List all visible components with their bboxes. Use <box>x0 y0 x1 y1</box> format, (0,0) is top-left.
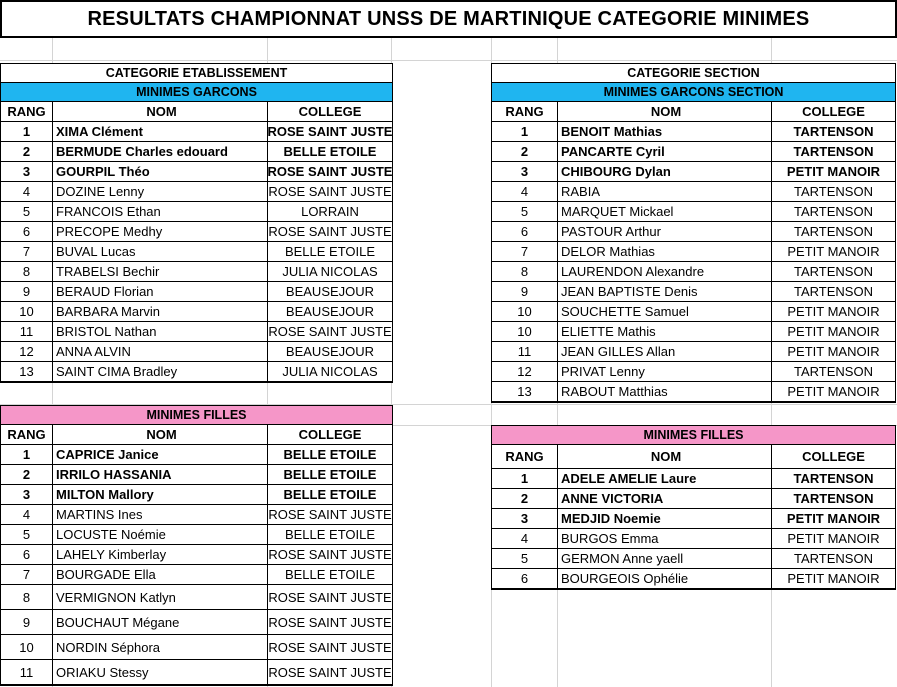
cell-nom[interactable]: ANNA ALVIN <box>53 342 268 362</box>
cell-college[interactable]: ROSE SAINT JUSTE <box>268 545 392 565</box>
table-etablissement-garcons <box>0 63 393 383</box>
cell-nom[interactable]: BENOIT Mathias <box>558 122 772 142</box>
cell-nom[interactable]: BOURGEOIS Ophélie <box>558 569 772 589</box>
table-row <box>492 302 895 322</box>
table-row <box>492 162 895 182</box>
table-row <box>1 445 392 465</box>
section-banner: MINIMES FILLES <box>1 406 392 425</box>
table-row <box>492 469 895 489</box>
table-row <box>1 302 392 322</box>
table-header <box>1 425 392 445</box>
cell-nom[interactable]: PRIVAT Lenny <box>558 362 772 382</box>
cell-nom[interactable]: BURGOS Emma <box>558 529 772 549</box>
cell-nom[interactable]: TRABELSI Bechir <box>53 262 268 282</box>
gridline <box>0 60 897 61</box>
cell-rang[interactable]: 1 <box>1 445 53 465</box>
cell-college[interactable]: ROSE SAINT JUSTE <box>268 162 392 182</box>
cell-rang[interactable]: 11 <box>1 660 53 685</box>
cell-rang[interactable]: 4 <box>492 529 558 549</box>
column-header-nom: NOM <box>558 445 772 469</box>
cell-rang[interactable]: 4 <box>1 505 53 525</box>
cell-nom[interactable]: JEAN GILLES Allan <box>558 342 772 362</box>
cell-college[interactable]: PETIT MANOIR <box>772 509 895 529</box>
cell-rang[interactable]: 6 <box>492 222 558 242</box>
cell-rang[interactable]: 5 <box>1 525 53 545</box>
cell-nom[interactable]: LAURENDON Alexandre <box>558 262 772 282</box>
section-banner: MINIMES GARCONS <box>1 83 392 102</box>
cell-rang[interactable]: 1 <box>492 469 558 489</box>
cell-college[interactable]: BELLE ETOILE <box>268 565 392 585</box>
cell-nom[interactable]: DELOR Mathias <box>558 242 772 262</box>
cell-college[interactable]: ROSE SAINT JUSTE <box>268 585 392 610</box>
cell-rang[interactable]: 4 <box>492 182 558 202</box>
cell-college[interactable]: PETIT MANOIR <box>772 342 895 362</box>
cell-rang[interactable]: 13 <box>492 382 558 402</box>
cell-college[interactable]: TARTENSON <box>772 362 895 382</box>
table-etablissement-filles <box>0 405 393 686</box>
cell-rang[interactable]: 9 <box>492 282 558 302</box>
cell-college[interactable]: PETIT MANOIR <box>772 382 895 402</box>
column-header-college: COLLEGE <box>772 102 895 122</box>
column-header-nom: NOM <box>53 425 268 445</box>
cell-college[interactable]: BELLE ETOILE <box>268 242 392 262</box>
cell-nom[interactable]: BRISTOL Nathan <box>53 322 268 342</box>
cell-nom[interactable]: CAPRICE Janice <box>53 445 268 465</box>
cell-nom[interactable]: IRRILO HASSANIA <box>53 465 268 485</box>
cell-college[interactable]: PETIT MANOIR <box>772 529 895 549</box>
table-header <box>492 445 895 469</box>
cell-college[interactable]: PETIT MANOIR <box>772 242 895 262</box>
cell-college[interactable]: BELLE ETOILE <box>268 465 392 485</box>
cell-nom[interactable]: BARBARA Marvin <box>53 302 268 322</box>
table-row <box>1 610 392 635</box>
cell-rang[interactable]: 13 <box>1 362 53 382</box>
cell-college[interactable]: JULIA NICOLAS <box>268 262 392 282</box>
cell-rang[interactable]: 11 <box>1 322 53 342</box>
cell-nom[interactable]: DOZINE Lenny <box>53 182 268 202</box>
table-row <box>1 585 392 610</box>
cell-nom[interactable]: ADELE AMELIE Laure <box>558 469 772 489</box>
cell-rang[interactable]: 2 <box>1 142 53 162</box>
table-row <box>492 529 895 549</box>
column-header-rang: RANG <box>492 102 558 122</box>
table-row <box>1 242 392 262</box>
table-header <box>492 102 895 122</box>
cell-college[interactable]: TARTENSON <box>772 262 895 282</box>
cell-nom[interactable]: MILTON Mallory <box>53 485 268 505</box>
cell-college[interactable]: BELLE ETOILE <box>268 485 392 505</box>
cell-nom[interactable]: JEAN BAPTISTE Denis <box>558 282 772 302</box>
table-row <box>492 382 895 402</box>
table-row <box>1 635 392 660</box>
cell-college[interactable]: BEAUSEJOUR <box>268 282 392 302</box>
cell-nom[interactable]: FRANCOIS Ethan <box>53 202 268 222</box>
column-header-rang: RANG <box>492 445 558 469</box>
column-header-rang: RANG <box>1 425 53 445</box>
column-header-college: COLLEGE <box>268 102 392 122</box>
cell-rang[interactable]: 8 <box>492 262 558 282</box>
page-title: RESULTATS CHAMPIONNAT UNSS DE MARTINIQUE CATEGORIE MINIMES <box>0 0 897 38</box>
cell-nom[interactable]: NORDIN Séphora <box>53 635 268 660</box>
table-row <box>492 322 895 342</box>
cell-college[interactable]: PETIT MANOIR <box>772 569 895 589</box>
cell-rang[interactable]: 3 <box>1 162 53 182</box>
cell-rang[interactable]: 4 <box>1 182 53 202</box>
cell-college[interactable]: TARTENSON <box>772 549 895 569</box>
cell-rang[interactable]: 5 <box>1 202 53 222</box>
cell-rang[interactable]: 9 <box>1 610 53 635</box>
cell-rang[interactable]: 3 <box>1 485 53 505</box>
cell-nom[interactable]: ANNE VICTORIA <box>558 489 772 509</box>
cell-college[interactable]: BEAUSEJOUR <box>268 302 392 322</box>
cell-college[interactable]: JULIA NICOLAS <box>268 362 392 382</box>
cell-nom[interactable]: BOUCHAUT Mégane <box>53 610 268 635</box>
cell-rang[interactable]: 10 <box>492 302 558 322</box>
table-row <box>1 142 392 162</box>
column-header-nom: NOM <box>558 102 772 122</box>
cell-rang[interactable]: 7 <box>1 242 53 262</box>
cell-rang[interactable]: 10 <box>1 635 53 660</box>
column-header-college: COLLEGE <box>268 425 392 445</box>
table-row <box>1 545 392 565</box>
table-row <box>492 122 895 142</box>
cell-nom[interactable]: BERMUDE Charles edouard <box>53 142 268 162</box>
cell-nom[interactable]: XIMA Clément <box>53 122 268 142</box>
cell-college[interactable]: BELLE ETOILE <box>268 525 392 545</box>
table-row <box>492 509 895 529</box>
table-section-garcons <box>491 63 896 403</box>
cell-nom[interactable]: VERMIGNON Katlyn <box>53 585 268 610</box>
cell-rang[interactable]: 3 <box>492 509 558 529</box>
cell-nom[interactable]: GERMON Anne yaell <box>558 549 772 569</box>
cell-college[interactable]: ROSE SAINT JUSTE <box>268 505 392 525</box>
cell-nom[interactable]: LAHELY Kimberlay <box>53 545 268 565</box>
table-row <box>1 162 392 182</box>
cell-rang[interactable]: 10 <box>492 322 558 342</box>
cell-rang[interactable]: 6 <box>1 222 53 242</box>
cell-college[interactable]: TARTENSON <box>772 222 895 242</box>
cell-nom[interactable]: SAINT CIMA Bradley <box>53 362 268 382</box>
table-row <box>492 182 895 202</box>
cell-college[interactable]: TARTENSON <box>772 469 895 489</box>
cell-nom[interactable]: SOUCHETTE Samuel <box>558 302 772 322</box>
table-row <box>492 489 895 509</box>
cell-rang[interactable]: 9 <box>1 282 53 302</box>
table-row <box>1 282 392 302</box>
cell-college[interactable]: TARTENSON <box>772 202 895 222</box>
cell-college[interactable]: TARTENSON <box>772 182 895 202</box>
table-row <box>492 262 895 282</box>
table-row <box>1 322 392 342</box>
section-banner: MINIMES FILLES <box>492 426 895 445</box>
cell-college[interactable]: ROSE SAINT JUSTE <box>268 322 392 342</box>
column-header-college: COLLEGE <box>772 445 895 469</box>
cell-nom[interactable]: ELIETTE Mathis <box>558 322 772 342</box>
cell-rang[interactable]: 1 <box>1 122 53 142</box>
cell-rang[interactable]: 3 <box>492 162 558 182</box>
section-banner: MINIMES GARCONS SECTION <box>492 83 895 102</box>
cell-rang[interactable]: 7 <box>1 565 53 585</box>
cell-rang[interactable]: 12 <box>1 342 53 362</box>
cell-nom[interactable]: PANCARTE Cyril <box>558 142 772 162</box>
cell-rang[interactable]: 6 <box>1 545 53 565</box>
cell-nom[interactable]: MEDJID Noemie <box>558 509 772 529</box>
table-row <box>1 342 392 362</box>
table-row <box>1 202 392 222</box>
cell-nom[interactable]: MARTINS Ines <box>53 505 268 525</box>
cell-college[interactable]: TARTENSON <box>772 282 895 302</box>
cell-rang[interactable]: 8 <box>1 262 53 282</box>
table-row <box>1 485 392 505</box>
cell-nom[interactable]: LOCUSTE Noémie <box>53 525 268 545</box>
cell-nom[interactable]: MARQUET Mickael <box>558 202 772 222</box>
table-row <box>1 660 392 685</box>
table-row <box>1 565 392 585</box>
table-row <box>492 242 895 262</box>
cell-rang[interactable]: 11 <box>492 342 558 362</box>
table-row <box>492 142 895 162</box>
table-row <box>492 342 895 362</box>
cell-college[interactable]: ROSE SAINT JUSTE <box>268 222 392 242</box>
cell-rang[interactable]: 10 <box>1 302 53 322</box>
table-row <box>1 122 392 142</box>
table-row <box>1 362 392 382</box>
cell-college[interactable]: PETIT MANOIR <box>772 162 895 182</box>
cell-rang[interactable]: 12 <box>492 362 558 382</box>
cell-college[interactable]: PETIT MANOIR <box>772 302 895 322</box>
cell-rang[interactable]: 2 <box>1 465 53 485</box>
cell-nom[interactable]: BUVAL Lucas <box>53 242 268 262</box>
cell-college[interactable]: PETIT MANOIR <box>772 322 895 342</box>
cell-college[interactable]: BELLE ETOILE <box>268 142 392 162</box>
cell-nom[interactable]: CHIBOURG Dylan <box>558 162 772 182</box>
table-row <box>492 569 895 589</box>
cell-college[interactable]: TARTENSON <box>772 122 895 142</box>
cell-college[interactable]: BEAUSEJOUR <box>268 342 392 362</box>
table-row <box>492 202 895 222</box>
table-row <box>492 362 895 382</box>
table-row <box>1 182 392 202</box>
cell-rang[interactable]: 7 <box>492 242 558 262</box>
column-header-nom: NOM <box>53 102 268 122</box>
table-row <box>1 465 392 485</box>
table-row <box>1 525 392 545</box>
cell-college[interactable]: TARTENSON <box>772 142 895 162</box>
cell-college[interactable]: ROSE SAINT JUSTE <box>268 660 392 685</box>
table-row <box>1 222 392 242</box>
cell-rang[interactable]: 5 <box>492 549 558 569</box>
cell-nom[interactable]: PRECOPE Medhy <box>53 222 268 242</box>
cell-nom[interactable]: RABOUT Matthias <box>558 382 772 402</box>
cell-college[interactable]: ROSE SAINT JUSTE <box>268 182 392 202</box>
cell-college[interactable]: ROSE SAINT JUSTE <box>268 610 392 635</box>
column-header-rang: RANG <box>1 102 53 122</box>
table-row <box>492 222 895 242</box>
cell-nom[interactable]: GOURPIL Théo <box>53 162 268 182</box>
cell-nom[interactable]: ORIAKU Stessy <box>53 660 268 685</box>
cell-rang[interactable]: 6 <box>492 569 558 589</box>
category-header: CATEGORIE ETABLISSEMENT <box>1 64 392 83</box>
cell-rang[interactable]: 2 <box>492 489 558 509</box>
cell-rang[interactable]: 1 <box>492 122 558 142</box>
cell-nom[interactable]: BOURGADE Ella <box>53 565 268 585</box>
cell-college[interactable]: BELLE ETOILE <box>268 445 392 465</box>
table-row <box>492 549 895 569</box>
cell-nom[interactable]: RABIA <box>558 182 772 202</box>
table-row <box>1 262 392 282</box>
cell-college[interactable]: TARTENSON <box>772 489 895 509</box>
category-header: CATEGORIE SECTION <box>492 64 895 83</box>
cell-nom[interactable]: PASTOUR Arthur <box>558 222 772 242</box>
cell-rang[interactable]: 5 <box>492 202 558 222</box>
table-row <box>1 505 392 525</box>
table-row <box>492 282 895 302</box>
table-header <box>1 102 392 122</box>
cell-college[interactable]: ROSE SAINT JUSTE <box>268 122 392 142</box>
cell-rang[interactable]: 8 <box>1 585 53 610</box>
cell-rang[interactable]: 2 <box>492 142 558 162</box>
cell-college[interactable]: ROSE SAINT JUSTE <box>268 635 392 660</box>
cell-nom[interactable]: BERAUD Florian <box>53 282 268 302</box>
cell-college[interactable]: LORRAIN <box>268 202 392 222</box>
table-section-filles <box>491 425 896 590</box>
